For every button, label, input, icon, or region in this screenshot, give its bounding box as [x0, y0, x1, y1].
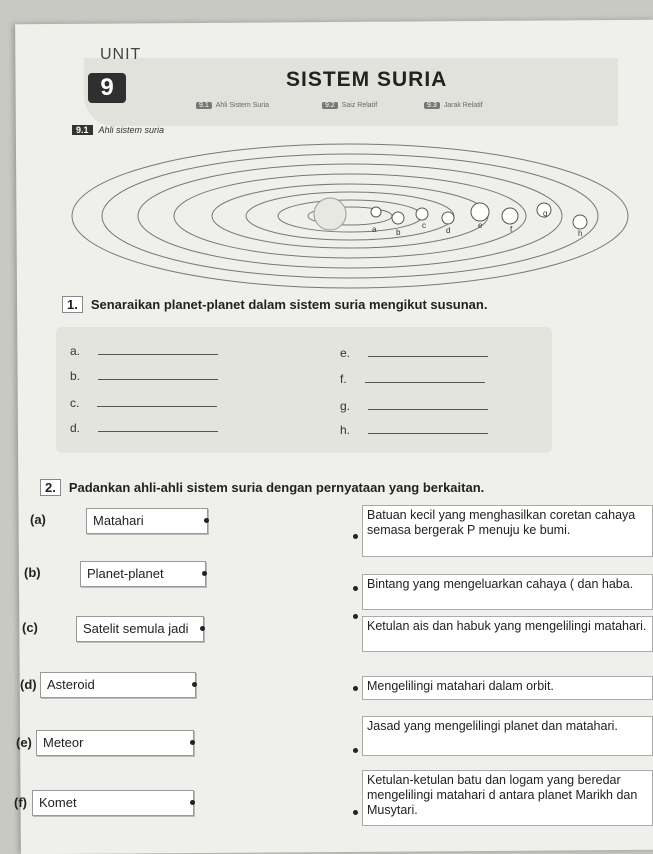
planet-label-d: d: [446, 226, 451, 235]
blank-f-label: f.: [340, 372, 347, 386]
desc-dot-1[interactable]: [353, 534, 358, 539]
term-letter-e: (e): [16, 735, 32, 750]
section-tag: 9.1: [72, 125, 93, 135]
blank-c[interactable]: [70, 396, 217, 410]
planet-label-g: g: [543, 209, 548, 218]
term-dot-d[interactable]: [192, 682, 197, 687]
planet-f-icon: [502, 208, 518, 224]
term-letter-c: (c): [22, 620, 38, 635]
description-6[interactable]: Ketulan-ketulan batu dan logam yang beredar mengelilingi matahari d antara planet Marikh dan Musytari.: [362, 770, 653, 826]
subtopic-2-label: Saiz Relatif: [341, 102, 378, 109]
term-box-d[interactable]: Asteroid: [40, 672, 196, 698]
desc-dot-2[interactable]: [353, 586, 358, 591]
subtopic-3-tag: 9.3: [424, 102, 440, 109]
term-dot-c[interactable]: [200, 626, 205, 631]
blank-e[interactable]: [340, 346, 488, 360]
blank-d-label: d.: [70, 421, 81, 435]
blank-b[interactable]: [70, 369, 218, 383]
blank-g-line[interactable]: [368, 409, 488, 410]
blank-a[interactable]: [70, 344, 218, 358]
unit-label: UNIT: [100, 46, 142, 63]
blank-h[interactable]: [340, 423, 488, 437]
question-1-number: 1.: [62, 296, 83, 313]
question-2-number: 2.: [40, 479, 61, 496]
term-box-a[interactable]: Matahari: [86, 508, 208, 534]
blank-d-line[interactable]: [98, 431, 218, 432]
question-1: [62, 296, 487, 313]
description-3[interactable]: Ketulan ais dan habuk yang mengelilingi matahari.: [362, 616, 653, 652]
term-box-b[interactable]: Planet-planet: [80, 561, 206, 587]
description-1[interactable]: Batuan kecil yang menghasilkan coretan cahaya semasa bergerak P menuju ke bumi.: [362, 505, 653, 557]
planet-e-icon: [471, 203, 489, 221]
term-dot-b[interactable]: [202, 571, 207, 576]
orbit-7: [102, 154, 598, 278]
question-2: [40, 479, 484, 496]
term-box-e[interactable]: Meteor: [36, 730, 194, 756]
blank-f-line[interactable]: [365, 382, 485, 383]
desc-dot-6[interactable]: [353, 810, 358, 815]
orbit-6: [138, 164, 562, 268]
planet-label-f: f: [510, 225, 513, 234]
term-dot-e[interactable]: [190, 740, 195, 745]
planet-label-a: a: [372, 225, 377, 234]
question-2-text: Padankan ahli-ahli sistem suria dengan pernyataan yang berkaitan.: [68, 480, 485, 495]
planet-label-b: b: [396, 228, 401, 237]
planet-a-icon: [371, 207, 381, 217]
blank-b-label: b.: [70, 369, 81, 383]
desc-dot-4[interactable]: [353, 686, 358, 691]
subtopic-1-label: Ahli Sistem Suria: [215, 102, 270, 109]
section-label: Ahli sistem suria: [98, 125, 165, 135]
term-box-f[interactable]: Komet: [32, 790, 194, 816]
blank-h-label: h.: [340, 423, 351, 437]
description-4[interactable]: Mengelilingi matahari dalam orbit.: [362, 676, 653, 700]
unit-title: SISTEM SURIA: [286, 68, 448, 91]
term-box-c[interactable]: Satelit semula jadi: [76, 616, 204, 642]
blank-b-line[interactable]: [98, 379, 218, 380]
subtopic-2-tag: 9.2: [322, 102, 338, 109]
blank-g-label: g.: [340, 399, 351, 413]
blank-e-line[interactable]: [368, 356, 488, 357]
blank-c-label: c.: [70, 396, 80, 410]
blank-c-line[interactable]: [97, 406, 217, 407]
planet-label-h: h: [578, 229, 583, 238]
subtopic-1-tag: 9.1: [196, 102, 212, 109]
term-letter-d: (d): [20, 677, 37, 692]
term-dot-a[interactable]: [204, 518, 209, 523]
term-letter-b: (b): [24, 565, 41, 580]
blank-e-label: e.: [340, 346, 351, 360]
planet-h-icon: [573, 215, 587, 229]
subtopic-3-label: Jarak Relatif: [443, 102, 483, 109]
blank-g[interactable]: [340, 399, 488, 413]
description-2[interactable]: Bintang yang mengeluarkan cahaya ( dan haba.: [362, 574, 653, 610]
planet-d-icon: [442, 212, 454, 224]
term-letter-a: (a): [30, 512, 46, 527]
question-1-text: Senaraikan planet-planet dalam sistem suria mengikut susunan.: [90, 297, 488, 312]
unit-number: 9: [88, 73, 126, 103]
planet-c-icon: [416, 208, 428, 220]
description-5[interactable]: Jasad yang mengelilingi planet dan matahari.: [362, 716, 653, 756]
planet-label-c: c: [422, 221, 426, 230]
desc-dot-5[interactable]: [353, 748, 358, 753]
planet-label-e: e: [478, 221, 483, 230]
term-dot-f[interactable]: [190, 800, 195, 805]
blank-f[interactable]: [340, 372, 485, 386]
blank-a-line[interactable]: [98, 354, 218, 355]
blank-a-label: a.: [70, 344, 81, 358]
term-letter-f: (f): [14, 795, 27, 810]
blank-h-line[interactable]: [368, 433, 488, 434]
blank-d[interactable]: [70, 421, 218, 435]
sun-icon: [314, 198, 346, 230]
desc-dot-3[interactable]: [353, 614, 358, 619]
planet-b-icon: [392, 212, 404, 224]
